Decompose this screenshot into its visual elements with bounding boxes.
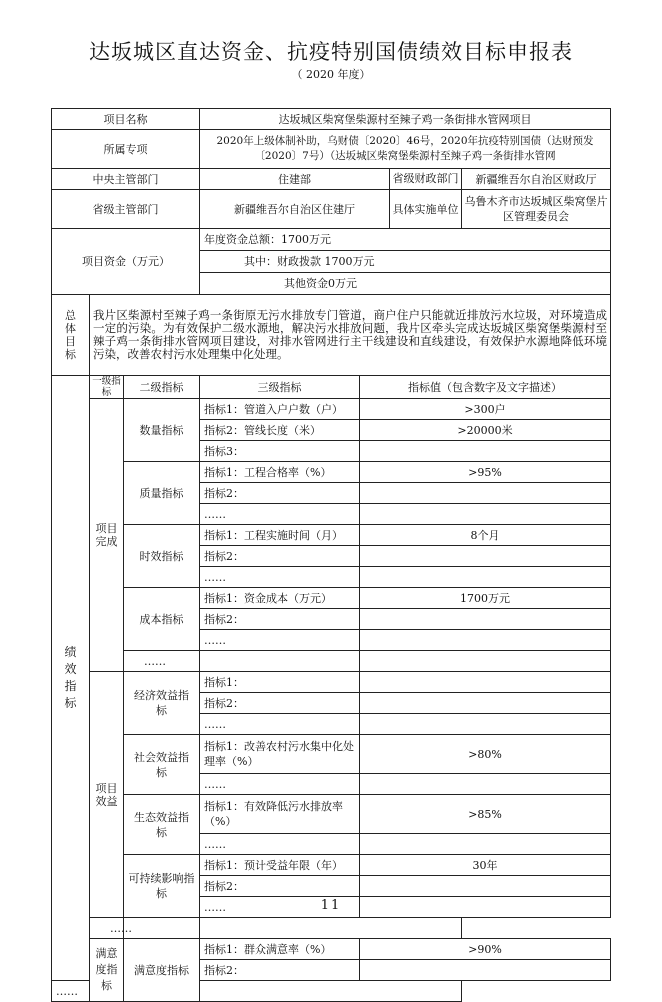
overall-goal-label — [52, 295, 90, 376]
cost-item-1: 指标1：资金成本（万元） — [200, 588, 360, 609]
header-level3: 三级指标 — [200, 376, 360, 399]
ecological-item-1: 指标1：有效降低污水排放率（%） — [200, 795, 360, 834]
group-benefit — [90, 672, 124, 918]
group-satisfaction-text: 满意度指标 — [95, 947, 118, 992]
form-title: 达坂城区直达资金、抗疫特别国债绩效目标申报表 — [89, 40, 573, 64]
benefit-more-value — [200, 918, 462, 939]
funds-total: 年度资金总额：1700万元 — [200, 229, 611, 251]
cost-item-1-value: 1700万元 — [360, 588, 611, 609]
prov-dept-label: 省级主管部门 — [52, 190, 200, 229]
cost-item-more: …… — [200, 630, 360, 651]
economic-item-2: 指标2： — [200, 693, 360, 714]
quantity-item-1: 指标1：管道入户户数（户） — [200, 399, 360, 420]
special-value: 2020年上级体制补助，乌财债〔2020〕46号，2020年抗疫特别国债（达财预发〔2020〕7号）（达坂城区柴窝堡柴源村至辣子鸡一条街排水管网 — [200, 130, 611, 169]
page-number: 11 — [320, 898, 342, 913]
economic-item-1-value — [360, 672, 611, 693]
quantity-item-3-value — [360, 441, 611, 462]
timeliness-item-more-value — [360, 567, 611, 588]
timeliness-item-more: …… — [200, 567, 360, 588]
ecological-item-more-value — [360, 834, 611, 855]
header-value: 指标值（包含数字及文字描述） — [360, 376, 611, 399]
quality-item-more-value — [360, 504, 611, 525]
social-item-more-value — [360, 774, 611, 795]
completion-more-l3 — [200, 651, 360, 672]
group-completion-text: 项目完成 — [95, 522, 118, 548]
quality-item-2-value — [360, 483, 611, 504]
overall-goal-label-text: 总体目标 — [65, 309, 76, 361]
funds-other: 其他资金0万元 — [200, 273, 611, 295]
sustainable-item-2: 指标2： — [200, 876, 360, 897]
ecological-indicator: 生态效益指标 — [124, 795, 200, 855]
quality-indicator: 质量指标 — [124, 462, 200, 525]
central-dept-label: 中央主管部门 — [52, 169, 200, 190]
performance-indicators-label — [52, 376, 90, 981]
timeliness-indicator: 时效指标 — [124, 525, 200, 588]
satisfaction-item-1-value: >90% — [360, 939, 611, 960]
satisfaction-item-more: …… — [52, 981, 90, 1002]
group-completion — [90, 399, 124, 672]
quantity-item-3: 指标3： — [200, 441, 360, 462]
quality-item-1-value: >95% — [360, 462, 611, 483]
sustainable-item-1-value: 30年 — [360, 855, 611, 876]
header-level2: 二级指标 — [124, 376, 200, 399]
timeliness-item-1-value: 8个月 — [360, 525, 611, 546]
prov-finance-value: 新疆维吾尔自治区财政厅 — [462, 169, 611, 190]
prov-finance-label: 省级财政部门 — [390, 169, 462, 190]
economic-indicator: 经济效益指标 — [124, 672, 200, 735]
cost-item-2: 指标2： — [200, 609, 360, 630]
satisfaction-item-2-value — [360, 960, 611, 981]
quantity-indicator: 数量指标 — [124, 399, 200, 462]
satisfaction-item-1: 指标1：群众满意率（%） — [200, 939, 360, 960]
satisfaction-item-more-value — [200, 981, 462, 1002]
overall-goal-text: 我片区柴源村至辣子鸡一条街原无污水排放专门管道，商户住户只能就近排放污水垃圾，对环境造成一定的污染。为有效保护二级水源地，解决污水排放问题，我片区牵头完成达坂城区柴窝堡柴源村至辣子鸡一条街排水管网项目建设，对排水管网进行主干线建设和直线建设，有效保护水源地降低环境污染，改善农村污水处理集中化处理。 — [90, 295, 611, 376]
impl-unit-value: 乌鲁木齐市达坂城区柴窝堡片区管理委员会 — [462, 190, 611, 229]
timeliness-item-2: 指标2： — [200, 546, 360, 567]
economic-item-1: 指标1： — [200, 672, 360, 693]
sustainable-item-2-value — [360, 876, 611, 897]
social-item-more: …… — [200, 774, 360, 795]
project-name-label: 项目名称 — [52, 109, 200, 130]
ecological-item-more: …… — [200, 834, 360, 855]
impl-unit-label: 具体实施单位 — [390, 190, 462, 229]
benefit-more: …… — [90, 918, 124, 939]
satisfaction-item-2: 指标2： — [200, 960, 360, 981]
social-item-1-value: >80% — [360, 735, 611, 774]
performance-indicators-label-text: 绩效指标 — [64, 645, 77, 710]
year-line: （ 2020 年度） — [291, 68, 371, 81]
ecological-item-1-value: >85% — [360, 795, 611, 834]
economic-item-more-value — [360, 714, 611, 735]
completion-more: …… — [124, 651, 200, 672]
social-item-1: 指标1：改善农村污水集中化处理率（%） — [200, 735, 360, 774]
cost-item-2-value — [360, 609, 611, 630]
economic-item-2-value — [360, 693, 611, 714]
benefit-more-l3 — [124, 918, 200, 939]
sustainable-indicator: 可持续影响指标 — [124, 855, 200, 918]
funds-label: 项目资金（万元） — [52, 229, 200, 295]
quality-item-1: 指标1：工程合格率（%） — [200, 462, 360, 483]
project-name-value: 达坂城区柴窝堡柴源村至辣子鸡一条街排水管网项目 — [200, 109, 611, 130]
sustainable-item-more: …… — [200, 897, 360, 918]
prov-dept-value: 新疆维吾尔自治区住建厅 — [200, 190, 390, 229]
quantity-item-2: 指标2：管线长度（米） — [200, 420, 360, 441]
group-satisfaction — [90, 939, 124, 1002]
header-level1: 一级指标 — [90, 376, 124, 399]
central-dept-value: 住建部 — [200, 169, 390, 190]
funds-fiscal: 其中：财政拨款 1700万元 — [200, 251, 611, 273]
quantity-item-1-value: >300户 — [360, 399, 611, 420]
timeliness-item-2-value — [360, 546, 611, 567]
special-label: 所属专项 — [52, 130, 200, 169]
economic-item-more: …… — [200, 714, 360, 735]
cost-indicator: 成本指标 — [124, 588, 200, 651]
performance-target-form — [51, 108, 611, 1002]
cost-item-more-value — [360, 630, 611, 651]
social-indicator: 社会效益指标 — [124, 735, 200, 795]
quality-item-more: …… — [200, 504, 360, 525]
quality-item-2: 指标2： — [200, 483, 360, 504]
sustainable-item-1: 指标1：预计受益年限（年） — [200, 855, 360, 876]
satisfaction-indicator: 满意度指标 — [124, 939, 200, 1002]
quantity-item-2-value: >20000米 — [360, 420, 611, 441]
completion-more-value — [360, 651, 611, 672]
group-benefit-text: 项目效益 — [95, 781, 118, 808]
timeliness-item-1: 指标1：工程实施时间（月） — [200, 525, 360, 546]
